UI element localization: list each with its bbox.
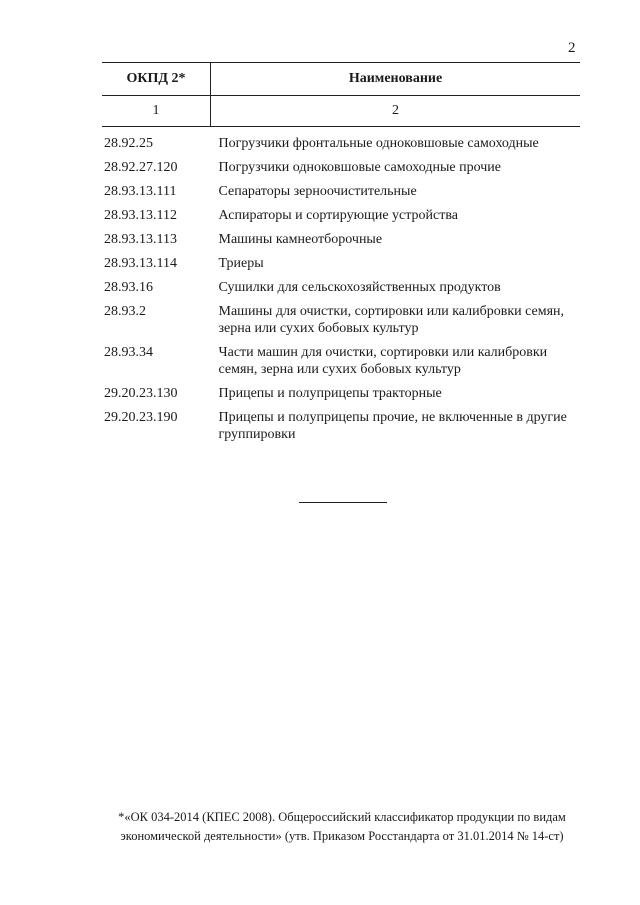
table-body — [102, 127, 580, 446]
divider-line — [299, 502, 387, 503]
header-okpd: ОКПД 2* — [102, 63, 211, 96]
table-row — [102, 226, 580, 250]
table-row — [102, 404, 580, 445]
header-name: Наименование — [211, 63, 581, 96]
footnote: *«ОК 034-2014 (КПЕС 2008). Общероссийский классификатор продукции по видам экономической деятельности» (утв. Приказом Росстандарта от 31.01.2014 № 14-ст) — [118, 810, 566, 843]
column-number-row — [102, 96, 580, 127]
table-row — [102, 274, 580, 298]
row-name: Прицепы и полуприцепы прочие, не включенные в другие группировки — [218, 410, 567, 442]
row-code: 28.93.13.111 — [104, 184, 177, 199]
table-row — [102, 339, 580, 380]
row-name: Триеры — [218, 256, 264, 271]
page-number: 2 — [568, 40, 576, 56]
column-number-2: 2 — [211, 96, 581, 127]
row-code: 28.93.13.112 — [104, 208, 177, 223]
row-code: 28.92.25 — [104, 136, 153, 151]
row-name: Аспираторы и сортирующие устройства — [218, 208, 459, 223]
row-code: 28.93.13.114 — [104, 256, 177, 271]
table-row — [102, 154, 580, 178]
row-code: 29.20.23.190 — [104, 410, 178, 425]
row-name: Прицепы и полуприцепы тракторные — [218, 386, 442, 401]
row-code: 28.93.34 — [104, 345, 153, 360]
row-name: Сепараторы зерноочистительные — [218, 184, 417, 199]
row-code: 28.93.16 — [104, 280, 153, 295]
row-code: 28.93.13.113 — [104, 232, 177, 247]
table-row — [102, 178, 580, 202]
classifier-table — [102, 62, 580, 445]
row-name: Части машин для очистки, сортировки или калибровки семян, зерна или сухих бобовых культур — [218, 345, 548, 377]
table-row — [102, 250, 580, 274]
row-name: Погрузчики фронтальные одноковшовые самоходные — [218, 136, 539, 151]
row-name: Машины для очистки, сортировки или калибровки семян, зерна или сухих бобовых культур — [218, 304, 565, 336]
table-row — [102, 298, 580, 339]
table-row — [102, 202, 580, 226]
row-code: 28.92.27.120 — [104, 160, 178, 175]
row-code: 29.20.23.130 — [104, 386, 178, 401]
row-code: 28.93.2 — [104, 304, 146, 319]
table-row — [102, 127, 580, 155]
row-name: Машины камнеотборочные — [218, 232, 383, 247]
row-name: Сушилки для сельскохозяйственных продуктов — [218, 280, 501, 295]
row-name: Погрузчики одноковшовые самоходные прочие — [218, 160, 501, 175]
table-row — [102, 380, 580, 404]
column-number-1: 1 — [102, 96, 211, 127]
table-header-row — [102, 63, 580, 96]
